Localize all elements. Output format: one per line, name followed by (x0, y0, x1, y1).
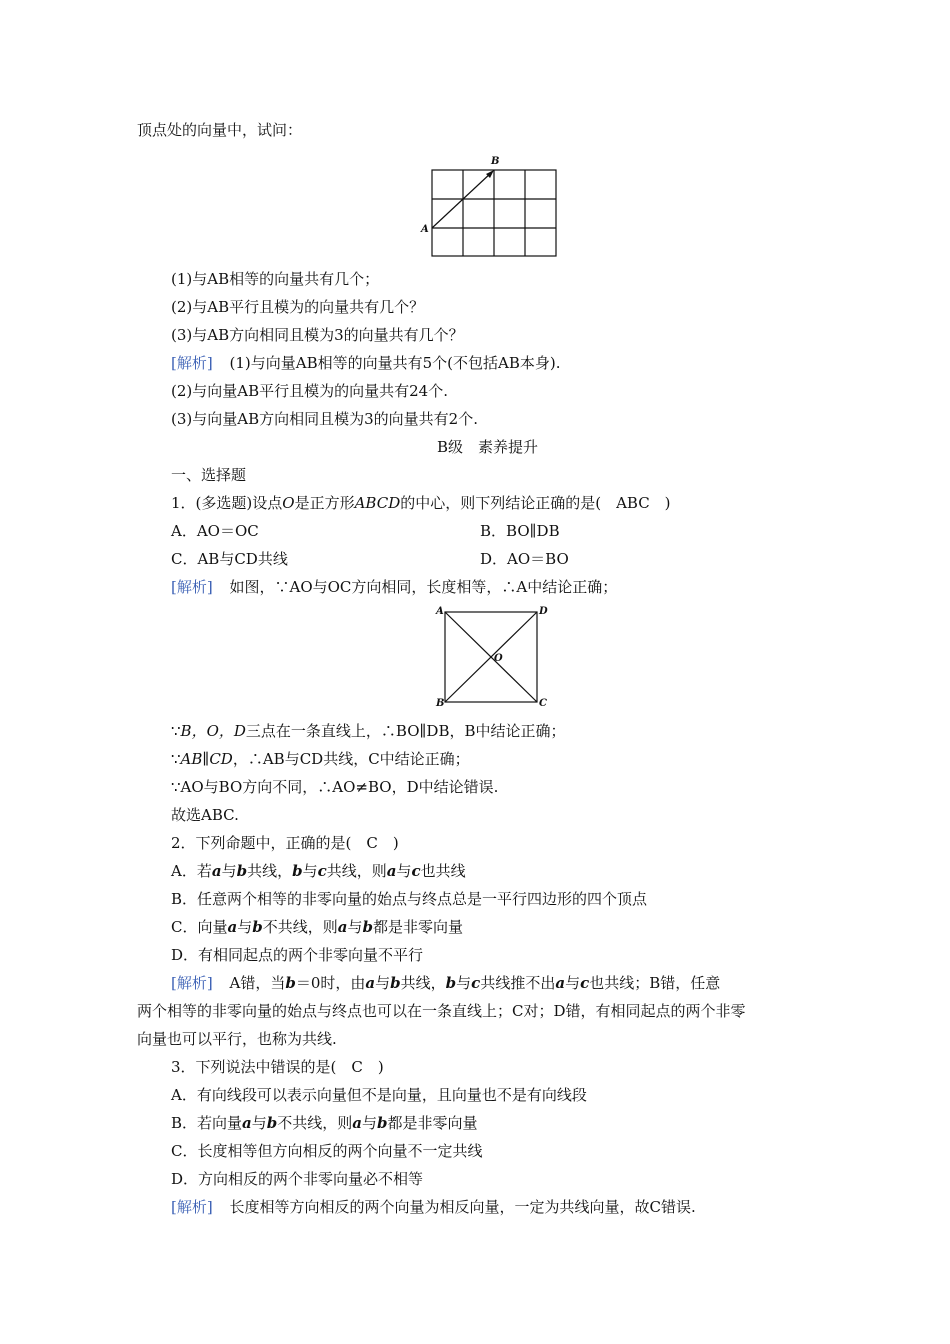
p1-option-b: B．BO∥DB (480, 522, 560, 540)
label-a: A (436, 606, 444, 617)
p2-solution-line-2: 两个相等的非零向量的始点与终点也可以在一条直线上；C对；D错，有相同起点的两个非零 (137, 1002, 746, 1020)
p3-option-d: D．方向相反的两个非零向量必不相等 (171, 1170, 424, 1188)
p2-option-d: D．有相同起点的两个非零向量不平行 (171, 946, 424, 964)
p3-option-c: C．长度相等但方向相反的两个向量不一定共线 (171, 1142, 483, 1160)
p3-solution: [解析] 长度相等方向相反的两个向量为相反向量，一定为共线向量，故C错误. (171, 1198, 696, 1216)
p1-option-d: D．AO＝BO (480, 550, 569, 568)
p2-option-b: B．任意两个相等的非零向量的始点与终点总是一平行四边形的四个顶点 (171, 890, 648, 908)
p1-solution: [解析] 如图，∵AO与OC方向相同，长度相等，∴A中结论正确； (171, 578, 618, 596)
p3-option-a: A．有向线段可以表示向量但不是向量，且向量也不是有向线段 (171, 1086, 587, 1104)
label-o: O (494, 653, 503, 664)
analysis-tag: [解析] (171, 974, 213, 992)
vector-ab (432, 172, 492, 228)
p2-option-a: A．若a与b共线，b与c共线，则a与c也共线 (171, 862, 466, 880)
label-b: B (436, 698, 445, 709)
label-d: D (539, 606, 548, 617)
p1-solution-line-3: ∵AB∥CD，∴AB与CD共线，C中结论正确； (171, 750, 470, 768)
answer-3: (3)与向量AB方向相同且模为3的向量共有2个. (171, 410, 478, 428)
p1-solution-line-2: ∵B，O，D三点在一条直线上，∴BO∥DB，B中结论正确； (171, 722, 566, 740)
answer-1: [解析] (1)与向量AB相等的向量共有5个(不包括AB本身). (171, 354, 561, 372)
p2-solution: [解析] A错，当b＝0时，由a与b共线，b与c共线推不出a与c也共线；B错，任意 (171, 974, 721, 992)
label-a: A (421, 224, 429, 235)
label-c: C (539, 698, 547, 709)
p1-option-c: C．AB与CD共线 (171, 550, 288, 568)
problem-3-stem: 3．下列说法中错误的是( C ) (171, 1058, 384, 1076)
intro-line: 顶点处的向量中，试问： (137, 121, 303, 139)
square-figure (428, 602, 552, 710)
analysis-tag: [解析] (171, 1198, 213, 1216)
label-b: B (491, 156, 500, 167)
question-2: (2)与AB平行且模为的向量共有几个？ (171, 298, 425, 316)
p1-solution-line-4: ∵AO与BO方向不同，∴AO≠BO，D中结论错误. (171, 778, 499, 796)
grid-lines (432, 170, 556, 256)
p2-solution-line-3: 向量也可以平行，也称为共线. (137, 1030, 337, 1048)
analysis-tag: [解析] (171, 354, 213, 372)
section-title: B级 素养提升 (437, 438, 539, 456)
part-title: 一、选择题 (171, 466, 247, 484)
problem-2-stem: 2．下列命题中，正确的是( C ) (171, 834, 399, 852)
p1-solution-line-5: 故选ABC. (171, 806, 239, 824)
analysis-tag: [解析] (171, 578, 213, 596)
question-1: (1)与AB相等的向量共有几个； (171, 270, 380, 288)
p1-option-a: A．AO＝OC (171, 522, 259, 540)
p2-option-c: C．向量a与b不共线，则a与b都是非零向量 (171, 918, 464, 936)
grid-figure (418, 155, 564, 261)
answer-2: (2)与向量AB平行且模为的向量共有24个. (171, 382, 448, 400)
p3-option-b: B．若向量a与b不共线，则a与b都是非零向量 (171, 1114, 478, 1132)
question-3: (3)与AB方向相同且模为3的向量共有几个？ (171, 326, 464, 344)
problem-1-stem: 1．(多选题)设点O是正方形ABCD的中心，则下列结论正确的是( ABC ) (171, 494, 671, 512)
